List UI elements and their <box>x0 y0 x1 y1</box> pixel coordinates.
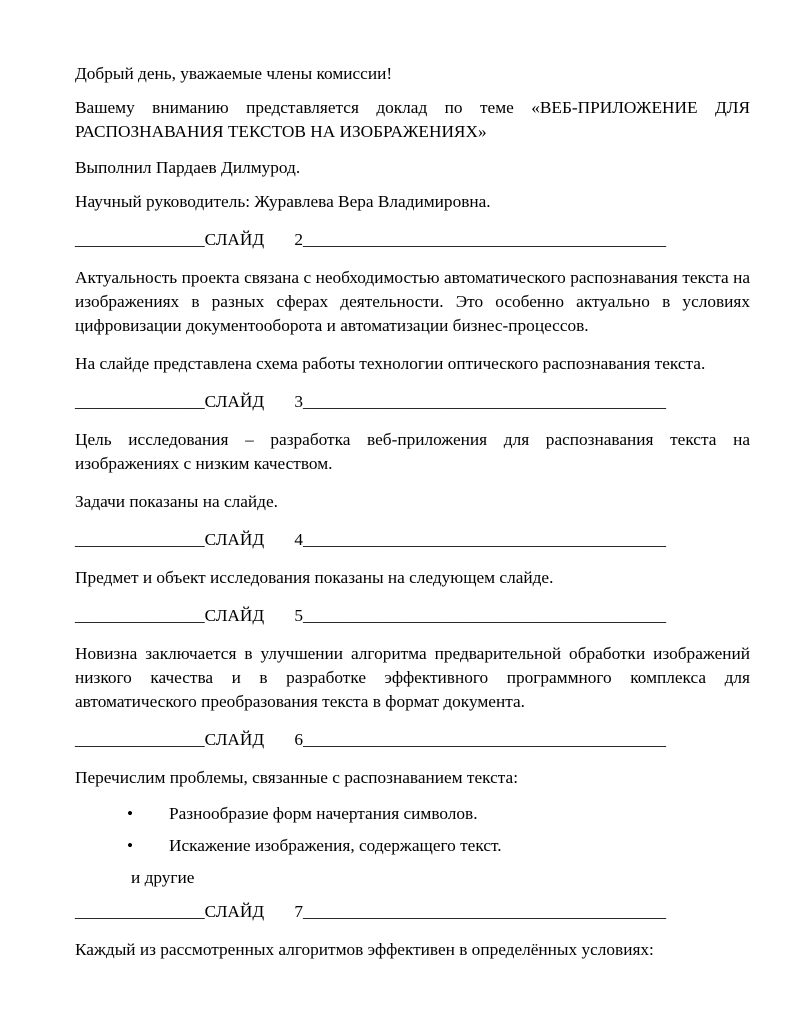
algorithms-paragraph: Каждый из рассмотренных алгоритмов эффективен в определённых условиях: <box>75 940 654 959</box>
slide-6-divider: _______________СЛАЙД 6__________________________________________ <box>75 730 666 749</box>
slide-2-divider: _______________СЛАЙД 2__________________________________________ <box>75 230 666 249</box>
slide-4-divider: _______________СЛАЙД 4__________________________________________ <box>75 530 666 549</box>
supervisor-line: Научный руководитель: Журавлева Вера Владимировна. <box>75 192 491 211</box>
problems-intro-paragraph: Перечислим проблемы, связанные с распознаванием текста: <box>75 768 519 787</box>
slide-3-divider: _______________СЛАЙД 3__________________________________________ <box>75 392 666 411</box>
problems-list <box>75 802 750 858</box>
author-line: Выполнил Пардаев Дилмурод. <box>75 158 301 177</box>
bullet-icon: • <box>127 804 134 823</box>
list-item <box>75 834 750 858</box>
scheme-paragraph: На слайде представлена схема работы технологии оптического распознавания текста. <box>75 354 706 373</box>
list-item-text: Искажение изображения, содержащего текст. <box>169 836 502 855</box>
tasks-paragraph: Задачи показаны на слайде. <box>75 492 278 511</box>
slide-5-divider: _______________СЛАЙД 5__________________________________________ <box>75 606 666 625</box>
greeting-paragraph: Добрый день, уважаемые члены комиссии! <box>75 64 393 83</box>
list-item-text: Разнообразие форм начертания символов. <box>169 804 478 823</box>
document-page <box>75 62 750 962</box>
relevance-paragraph: Актуальность проекта связана с необходимостью автоматического распознавания текста на изображениях в разных сферах деятельности. Это особенно актуально в условиях цифровизации документооборота и автоматизации бизнес-процессов. <box>75 268 750 335</box>
others-line: и другие <box>131 868 195 887</box>
intro-paragraph: Вашему вниманию представляется доклад по теме «ВЕБ-ПРИЛОЖЕНИЕ ДЛЯ РАСПОЗНАВАНИЯ ТЕКСТОВ НА ИЗОБРАЖЕНИЯХ» <box>75 98 750 141</box>
goal-paragraph: Цель исследования – разработка веб-приложения для распознавания текста на изображениях с низким качеством. <box>75 430 750 473</box>
subject-paragraph: Предмет и объект исследования показаны на следующем слайде. <box>75 568 554 587</box>
slide-7-divider: _______________СЛАЙД 7__________________________________________ <box>75 902 666 921</box>
bullet-icon: • <box>127 836 134 855</box>
novelty-paragraph: Новизна заключается в улучшении алгоритма предварительной обработки изображений низкого качества и в разработке эффективного программного комплекса для автоматического преобразования текста в формат документа. <box>75 644 750 711</box>
list-item <box>75 802 750 826</box>
